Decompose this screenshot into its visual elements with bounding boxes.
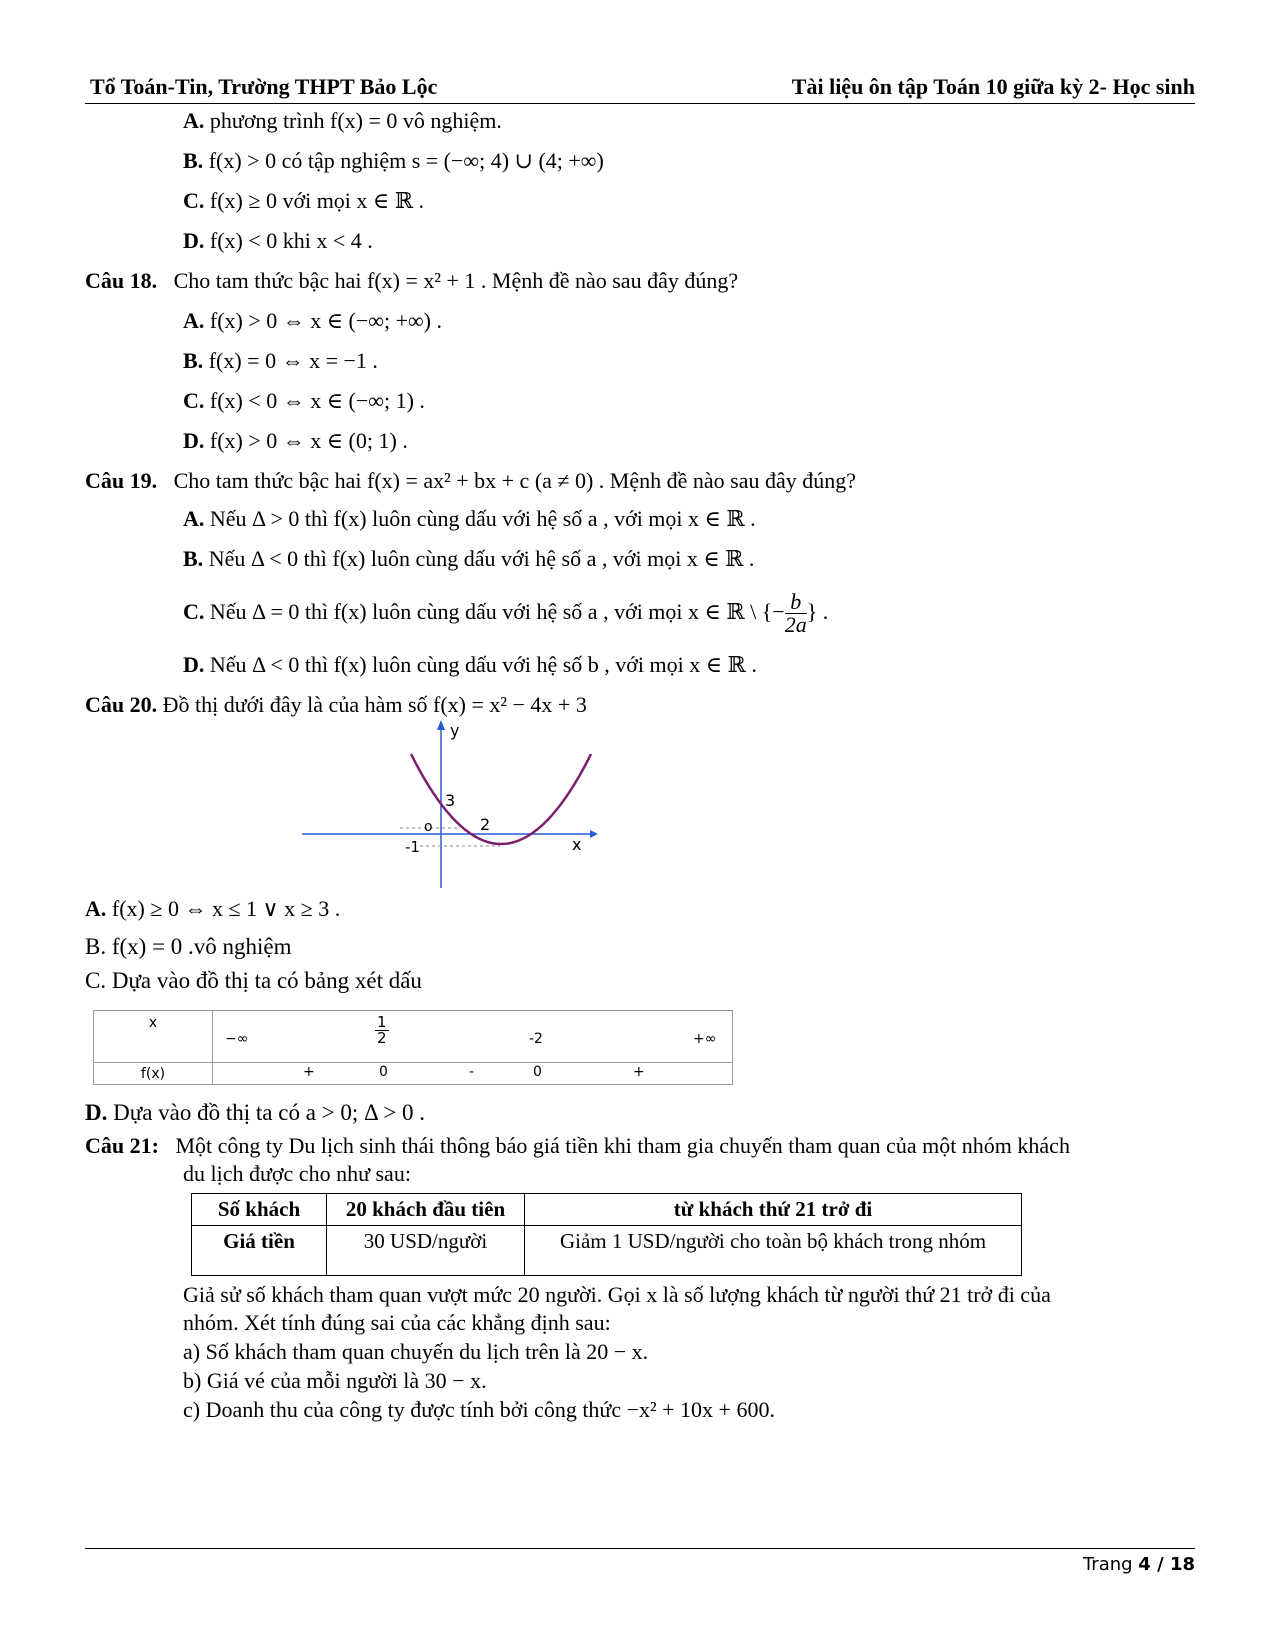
sign-table [93,1010,733,1085]
tick-label-3: 3 [445,791,456,810]
q19-option-a: A. Nếu Δ > 0 thì f(x) luôn cùng dấu với hệ số a , với mọi x ∈ ℝ . [183,506,756,531]
price-table-header: Số khách [192,1194,327,1226]
x-axis-label: x [572,835,582,854]
header-school: Tổ Toán-Tin, Trường THPT Bảo Lộc [90,74,438,99]
q18-stem: Câu 18. Cho tam thức bậc hai f(x) = x² + 1 . Mệnh đề nào sau đây đúng? [85,268,739,293]
tick-label-minus-1: -1 [405,838,420,856]
q20-option-a: A. f(x) ≥ 0 ⇔ x ≤ 1 ∨ x ≥ 3 . [85,896,341,921]
footer-divider [85,1548,1195,1549]
price-table-cell: Giảm 1 USD/người cho toàn bộ khách trong nhóm [525,1226,1022,1276]
q21-para-line2: nhóm. Xét tính đúng sai của các khẳng định sau: [183,1310,611,1335]
q20-option-c: C. Dựa vào đồ thị ta có bảng xét dấu [85,968,422,993]
q18-option-a: A. f(x) > 0 ⇔ x ∈ (−∞; +∞) . [183,308,443,333]
header-divider [85,103,1195,104]
q17-option-b: B. f(x) > 0 có tập nghiệm s = (−∞; 4) ∪ (4; +∞) [183,148,604,173]
x-neg-inf: −∞ [225,1031,249,1047]
sign-table-x-values [213,1011,733,1063]
tick-label-2: 2 [480,815,491,834]
page-number: Trang 4 / 18 [1082,1554,1195,1575]
q19-option-b: B. Nếu Δ < 0 thì f(x) luôn cùng dấu với hệ số a , với mọi x ∈ ℝ . [183,546,755,571]
q21-statement-c: c) Doanh thu của công ty được tính bởi công thức −x² + 10x + 600. [183,1397,775,1422]
y-axis-label: y [450,721,460,740]
q17-option-a: A. phương trình f(x) = 0 vô nghiệm. [183,108,502,133]
sign-table-signs [213,1063,733,1085]
x-minus-two: -2 [529,1031,543,1047]
q21-statement-a: a) Số khách tham quan chuyến du lịch trên là 20 − x. [183,1339,649,1364]
q19-option-d: D. Nếu Δ < 0 thì f(x) luôn cùng dấu với hệ số b , với mọi x ∈ ℝ . [183,652,757,677]
q20-stem: Câu 20. Đồ thị dưới đây là của hàm số f(x) = x² − 4x + 3 [85,692,587,717]
price-table-header: 20 khách đầu tiên [327,1194,525,1226]
q17-option-c: C. f(x) ≥ 0 với mọi x ∈ ℝ . [183,188,424,213]
price-table-header: từ khách thứ 21 trở đi [525,1194,1022,1226]
price-table-cell: Giá tiền [192,1226,327,1276]
origin-label: o [424,819,433,835]
x-one-half: $\frac{1}{2}$ [377,1013,387,1047]
q21-stem-line1: Câu 21: Một công ty Du lịch sinh thái thông báo giá tiền khi tham gia chuyến tham quan của một nhóm khách [85,1133,1070,1158]
price-table [191,1193,1022,1276]
sign-table-x-head: x [94,1011,213,1063]
q21-statement-b: b) Giá vé của mỗi người là 30 − x. [183,1368,487,1393]
q19-stem: Câu 19. Cho tam thức bậc hai f(x) = ax² + bx + c (a ≠ 0) . Mệnh đề nào sau đây đúng? [85,468,857,493]
q18-option-c: C. f(x) < 0 ⇔ x ∈ (−∞; 1) . [183,388,425,413]
q21-stem-line2: du lịch được cho như sau: [183,1161,411,1186]
sign-zero: 0 [533,1064,542,1080]
sign-zero: 0 [379,1064,388,1080]
parabola-curve [411,754,591,844]
y-axis-arrow-icon [437,720,445,730]
sign-table-fx-head: f(x) [94,1063,213,1085]
sign-minus: - [469,1064,475,1080]
q21-para-line1: Giả sử số khách tham quan vượt mức 20 người. Gọi x là số lượng khách từ người thứ 21 trở đi của [183,1282,1051,1307]
q20-option-d: D. Dựa vào đồ thị ta có a > 0; Δ > 0 . [85,1100,426,1125]
q18-option-d: D. f(x) > 0 ⇔ x ∈ (0; 1) . [183,428,408,453]
fraction-b-over-2a: $\frac{b}{2a}$ [784,589,807,638]
x-pos-inf: +∞ [693,1031,717,1047]
x-axis-arrow-icon [590,830,598,838]
parabola-graph [300,718,600,890]
header-title: Tài liệu ôn tập Toán 10 giữa kỳ 2- Học sinh [791,74,1195,99]
q17-option-d: D. f(x) < 0 khi x < 4 . [183,228,373,253]
q20-option-b: B. f(x) = 0 .vô nghiệm [85,934,292,959]
q19-option-c: C. Nếu Δ = 0 thì f(x) luôn cùng dấu với hệ số a , với mọi x ∈ ℝ \ {− $\frac{b}{2a}$ } . [183,589,829,638]
price-table-cell: 30 USD/người [327,1226,525,1276]
sign-plus: + [633,1064,645,1080]
q18-option-b: B. f(x) = 0 ⇔ x = −1 . [183,348,378,373]
sign-plus: + [303,1064,315,1080]
